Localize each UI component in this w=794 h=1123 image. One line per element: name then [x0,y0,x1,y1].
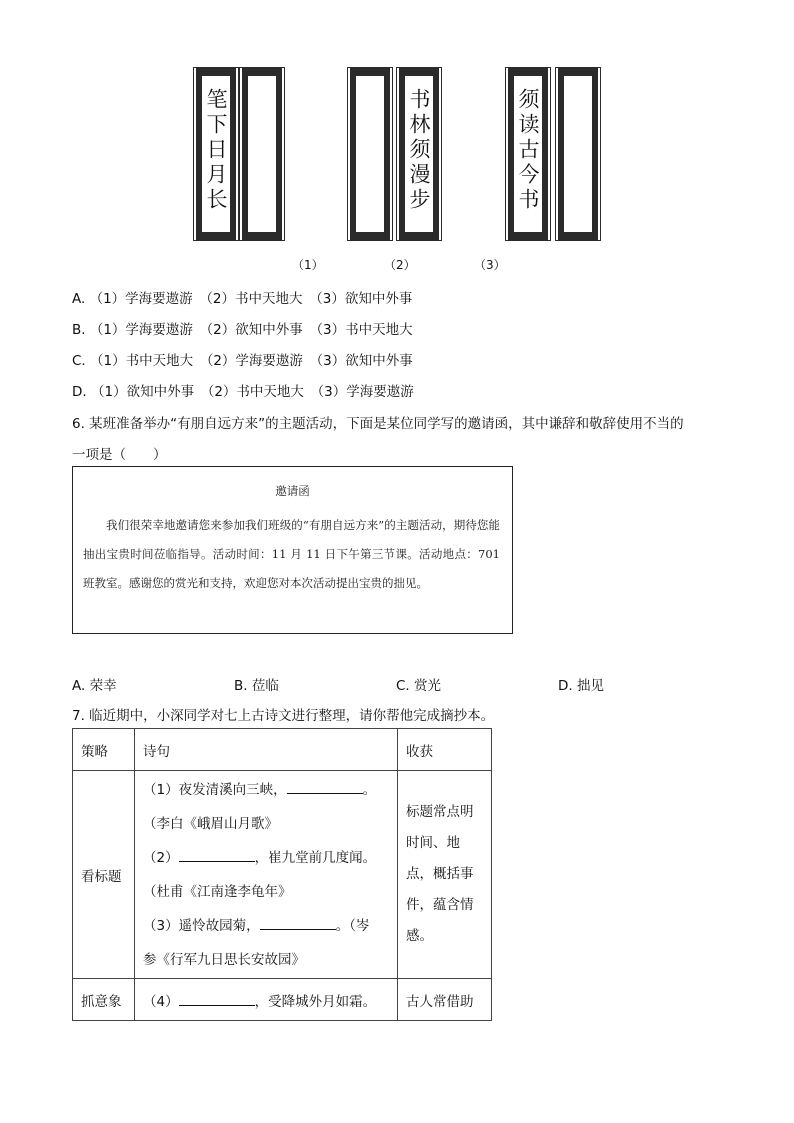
q7-stem: 7. 临近期中，小深同学对七上古诗文进行整理，请你帮他完成摘抄本。 [72,708,495,724]
verse-2-suffix: ，崔九堂前几度闻。 [254,849,377,866]
header-verse: 诗句 [135,729,398,771]
scroll-text: 笔下日月长 [204,88,228,213]
table-header-row [73,729,492,771]
fill-blank-2[interactable] [179,847,255,862]
fill-blank-1[interactable] [287,779,363,794]
header-strategy: 策略 [73,729,135,771]
q6-option-a: A. 荣幸 [72,678,117,694]
verse-2-source: （杜甫《江南逢李龟年》 [143,883,292,900]
invitation-title: 邀请函 [275,484,310,498]
row1-harvest: 标题常点明时间、地点，概括事件，蕴含情感。 [398,771,492,979]
table-row [73,979,492,1021]
scroll-text: 书林须漫步 [407,88,431,213]
verse-4-suffix: ，受降城外月如霜。 [254,993,377,1010]
q6-option-b: B. 莅临 [234,678,279,694]
figure-label-3: （3） [474,258,506,272]
verse-4-prefix: （4） [143,993,179,1010]
invitation-body: 我们很荣幸地邀请您来参加我们班级的“有朋自远方来”的主题活动，期待您能抽出宝贵时间莅临指导。活动时间：11 月 11 日下午第三节课。活动地点：701 班教室。感谢您的赏光和支持，欢迎您对本次活动提出宝贵的拙见。 [83,518,500,590]
invitation-box [72,466,513,634]
verse-1-suffix: 。 [362,781,377,798]
verse-1-prefix: （1）夜发清溪向三峡， [143,781,287,798]
verse-2-prefix: （2） [143,849,179,866]
figure-label-2: （2） [384,258,416,272]
figure-label-1: （1） [292,258,324,272]
scroll-2-left-blank [350,70,390,238]
q6-option-c: C. 赏光 [396,678,442,694]
row1-verses [135,771,398,979]
scroll-2-right [399,70,439,238]
verse-3-prefix: （3）遥怜故园菊， [143,917,260,934]
row2-strategy: 抓意象 [73,979,135,1021]
q5-option-b: B. （1）学海要遨游 （2）欲知中外事 （3）书中天地大 [72,322,413,338]
excerpt-table [72,728,492,1021]
row2-harvest: 古人常借助 [398,979,492,1021]
verse-1-source: （李白《峨眉山月歌》 [143,815,278,832]
header-harvest: 收获 [398,729,492,771]
fill-blank-3[interactable] [260,915,336,930]
scroll-text: 须读古今书 [516,88,540,213]
verse-3-source: 参《行军九日思长安故园》 [143,951,305,968]
row1-strategy: 看标题 [73,771,135,979]
scroll-1-right-blank [242,70,282,238]
fill-blank-4[interactable] [179,991,255,1006]
q5-option-d: D. （1）欲知中外事 （2）书中天地大 （3）学海要遨游 [72,384,414,400]
table-row [73,771,492,979]
scroll-1-left [196,70,236,238]
q6-stem-line2: 一项是（ ） [72,447,167,463]
q6-stem-line1: 6. 某班准备举办“有朋自远方来”的主题活动，下面是某位同学写的邀请函，其中谦辞和敬辞使用不当的 [72,416,684,432]
scroll-3-left [508,70,548,238]
q5-option-a: A. （1）学海要遨游 （2）书中天地大 （3）欲知中外事 [72,291,413,307]
verse-3-suffix: 。（岑 [335,917,370,934]
scroll-3-right-blank [558,70,598,238]
row2-verses [135,979,398,1021]
q6-option-d: D. 拙见 [558,678,604,694]
q5-option-c: C. （1）书中天地大 （2）学海要遨游 （3）欲知中外事 [72,353,413,369]
